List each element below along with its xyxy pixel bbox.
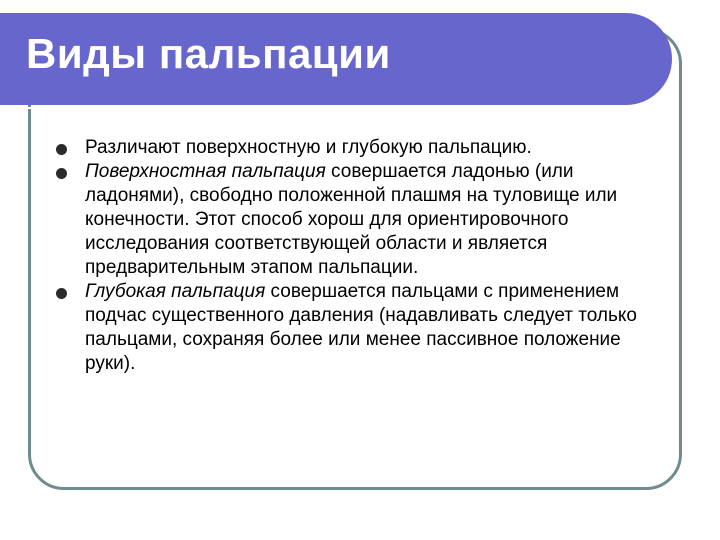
bullet-item	[56, 136, 666, 160]
bullet-italic-term: Поверхностная пальпация	[85, 161, 326, 182]
bullet-text: Различают поверхностную и глубокую пальпацию.	[85, 137, 532, 158]
bullet-list	[56, 136, 666, 376]
bullet-item	[56, 280, 666, 376]
bullet-item	[56, 160, 666, 280]
title-underline	[16, 107, 638, 109]
bullet-dot-icon	[56, 168, 67, 179]
slide-title: Виды пальпации	[26, 30, 391, 77]
bullet-text: совершается ладонью (или ладонями), свободно положенной плашмя на туловище или конечности. Этот способ хорош для ориентировочного исследования соответствующей области и является предварительным этапом пальпации.	[85, 161, 618, 278]
bullet-dot-icon	[56, 144, 67, 155]
bullet-italic-term: Глубокая пальпация	[85, 281, 266, 302]
bullet-text: совершается пальцами с применением подчас существенного давления (надавливать следует только пальцами, сохраняя более или менее пассивное положение руки).	[85, 281, 638, 374]
bullet-dot-icon	[56, 288, 67, 299]
